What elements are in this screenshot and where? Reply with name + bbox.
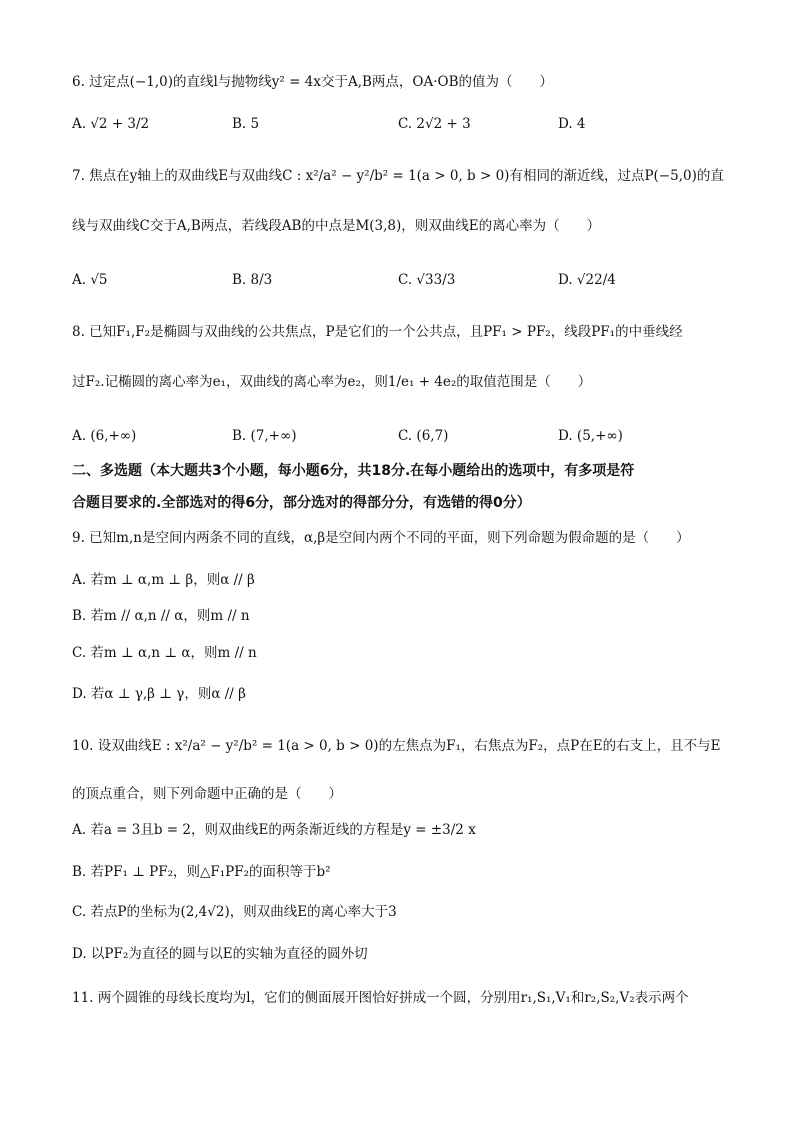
q6-option-b: B. 5 xyxy=(232,116,260,132)
q10-option-c: C. 若点P的坐标为(2,4√2)，则双曲线E的离心率大于3 xyxy=(72,904,397,920)
q9-option-c: C. 若m ⊥ α,n ⊥ α，则m // n xyxy=(72,645,257,661)
q9-option-a: A. 若m ⊥ α,m ⊥ β，则α // β xyxy=(72,572,255,588)
question-10-line-2: 的顶点重合，则下列命题中正确的是（ ） xyxy=(72,786,342,802)
question-7-options xyxy=(72,260,722,300)
q7-option-d: D. √22/4 xyxy=(558,272,616,288)
q6-option-c: C. 2√2 + 3 xyxy=(398,116,471,132)
section-2-heading-line-1: 二、多选题（本大题共3个小题，每小题6分，共18分.在每小题给出的选项中，有多项是符 xyxy=(72,463,635,479)
question-6-options xyxy=(72,104,722,144)
question-6-stem: 6. 过定点(−1,0)的直线l与抛物线y² = 4x交于A,B两点，OA·OB的值为（ ） xyxy=(72,74,553,90)
section-2-heading-line-2: 合题目要求的.全部选对的得6分，部分选对的得部分分，有选错的得0分） xyxy=(72,495,531,511)
q8-option-d: D. (5,+∞) xyxy=(558,428,623,444)
q10-option-a: A. 若a = 3且b = 2，则双曲线E的两条渐近线的方程是y = ±3/2 x xyxy=(72,822,476,838)
question-8-line-1: 8. 已知F₁,F₂是椭圆与双曲线的公共焦点，P是它们的一个公共点，且PF₁ > PF₂，线段PF₁的中垂线经 xyxy=(72,324,683,340)
q7-option-b: B. 8/3 xyxy=(232,272,273,288)
q6-option-a: A. √2 + 3/2 xyxy=(72,116,150,132)
question-7-line-1: 7. 焦点在y轴上的双曲线E与双曲线C : x²/a² − y²/b² = 1(a > 0, b > 0)有相同的渐近线，过点P(−5,0)的直 xyxy=(72,168,724,184)
question-11-line-1: 11. 两个圆锥的母线长度均为l，它们的侧面展开图恰好拼成一个圆，分别用r₁,S₁,V₁和r₂,S₂,V₂表示两个 xyxy=(72,990,689,1006)
q6-option-d: D. 4 xyxy=(558,116,586,132)
q10-option-d: D. 以PF₂为直径的圆与以E的实轴为直径的圆外切 xyxy=(72,946,368,962)
q7-option-c: C. √33/3 xyxy=(398,272,456,288)
q9-option-b: B. 若m // α,n // α，则m // n xyxy=(72,608,250,624)
question-7-line-2: 线与双曲线C交于A,B两点，若线段AB的中点是M(3,8)，则双曲线E的离心率为（ ） xyxy=(72,218,601,234)
q9-option-d: D. 若α ⊥ γ,β ⊥ γ，则α // β xyxy=(72,686,246,702)
question-8-options xyxy=(72,416,722,456)
q8-option-c: C. (6,7) xyxy=(398,428,449,444)
question-8-line-2: 过F₂.记椭圆的离心率为e₁，双曲线的离心率为e₂，则1/e₁ + 4e₂的取值范围是（ ） xyxy=(72,374,592,390)
q7-option-a: A. √5 xyxy=(72,272,108,288)
q8-option-a: A. (6,+∞) xyxy=(72,428,137,444)
q10-option-b: B. 若PF₁ ⊥ PF₂，则△F₁PF₂的面积等于b² xyxy=(72,864,331,880)
question-10-line-1: 10. 设双曲线E : x²/a² − y²/b² = 1(a > 0, b > 0)的左焦点为F₁，右焦点为F₂，点P在E的右支上，且不与E xyxy=(72,738,721,754)
q8-option-b: B. (7,+∞) xyxy=(232,428,297,444)
question-9-stem: 9. 已知m,n是空间内两条不同的直线，α,β是空间内两个不同的平面，则下列命题为假命题的是（ ） xyxy=(72,530,690,546)
